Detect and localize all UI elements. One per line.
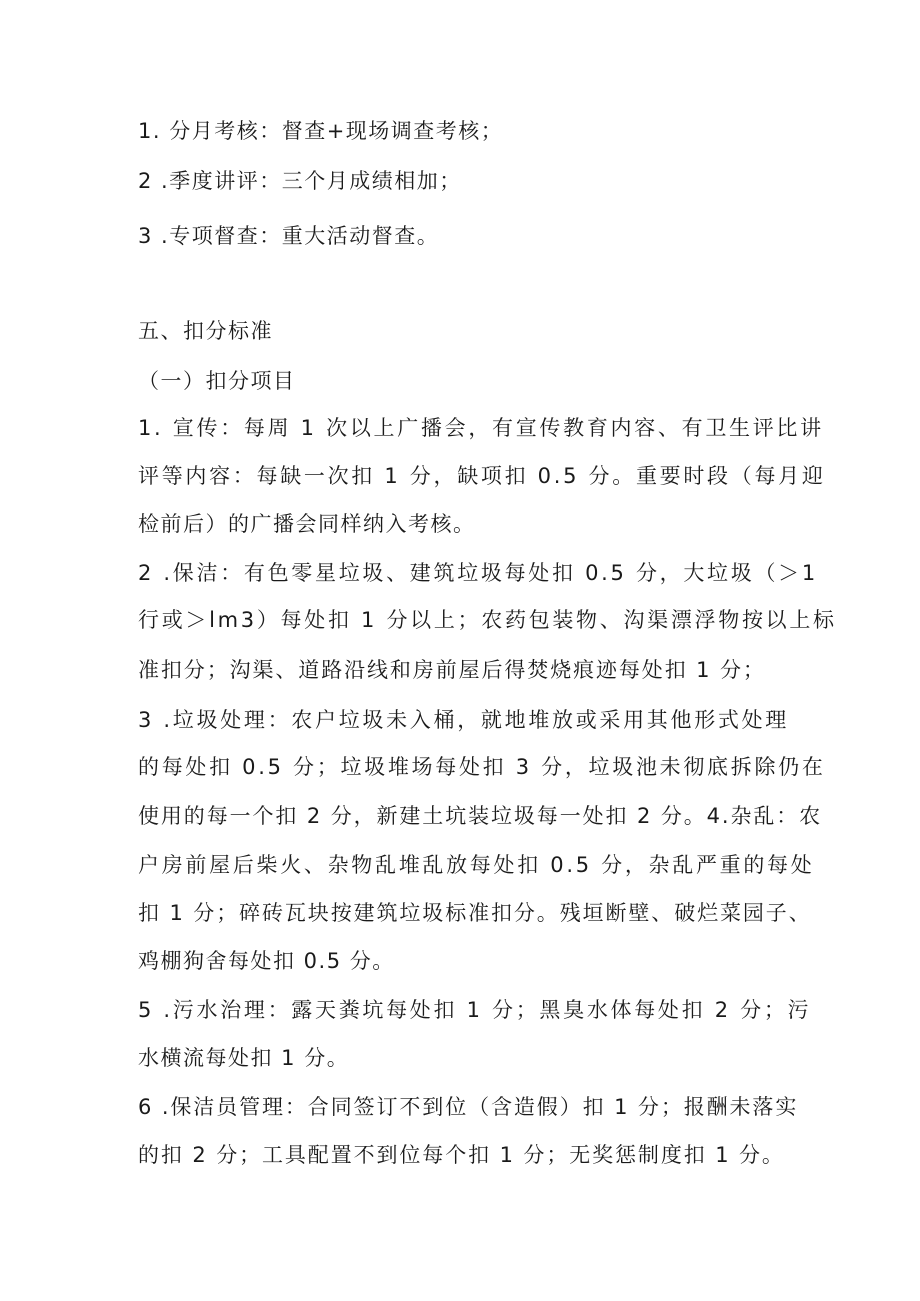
item-6-line-1: 6 .保洁员管理：合同签订不到位（含造假）扣 1 分；报酬未落实 — [138, 1095, 799, 1119]
item-3-line-1: 3 .垃圾处理：农户垃圾未入桶，就地堆放或采用其他形式处理 — [138, 708, 790, 732]
section-subheading: （一）扣分项目 — [138, 369, 296, 393]
item-2-line-1: 2 .保洁：有色零星垃圾、建筑垃圾每处扣 0.5 分，大垃圾（＞1 — [138, 561, 818, 585]
item-2-line-3: 准扣分；沟渠、道路沿线和房前屋后得焚烧痕迹每处扣 1 分； — [138, 658, 766, 682]
item-3-line-3: 使用的每一个扣 2 分，新建土坑装垃圾每一处扣 2 分。4.杂乱：农 — [138, 804, 823, 828]
item-3-line-6: 鸡棚狗舍每处扣 0.5 分。 — [138, 949, 395, 973]
item-3-line-4: 户房前屋后柴火、杂物乱堆乱放每处扣 0.5 分，杂乱严重的每处 — [138, 853, 815, 877]
assessment-quarterly: 2 .季度讲评：三个月成绩相加； — [138, 169, 462, 193]
item-6-line-2: 的扣 2 分；工具配置不到位每个扣 1 分；无奖惩制度扣 1 分。 — [138, 1143, 785, 1167]
item-1-line-1: 1. 宣传：每周 1 次以上广播会，有宣传教育内容、有卫生评比讲 — [138, 416, 824, 440]
section-heading: 五、扣分标准 — [138, 319, 273, 343]
assessment-monthly: 1. 分月考核：督查+现场调查考核； — [138, 119, 504, 143]
assessment-special: 3 .专项督查：重大活动督查。 — [138, 224, 440, 248]
item-5-line-2: 水横流每处扣 1 分。 — [138, 1046, 350, 1070]
item-2-line-2: 行或＞lm3）每处扣 1 分以上；农药包装物、沟渠漂浮物按以上标 — [138, 608, 837, 632]
item-3-line-5: 扣 1 分；碎砖瓦块按建筑垃圾标准扣分。残垣断壁、破烂菜园子、 — [138, 901, 812, 925]
item-3-line-2: 的每处扣 0.5 分；垃圾堆场每处扣 3 分，垃圾池未彻底拆除仍在 — [138, 755, 826, 779]
item-5-line-1: 5 .污水治理：露天粪坑每处扣 1 分；黑臭水体每处扣 2 分；污 — [138, 998, 812, 1022]
item-1-line-2: 评等内容：每缺一次扣 1 分，缺项扣 0.5 分。重要时段（每月迎 — [138, 464, 826, 488]
item-1-line-3: 检前后）的广播会同样纳入考核。 — [138, 512, 476, 536]
